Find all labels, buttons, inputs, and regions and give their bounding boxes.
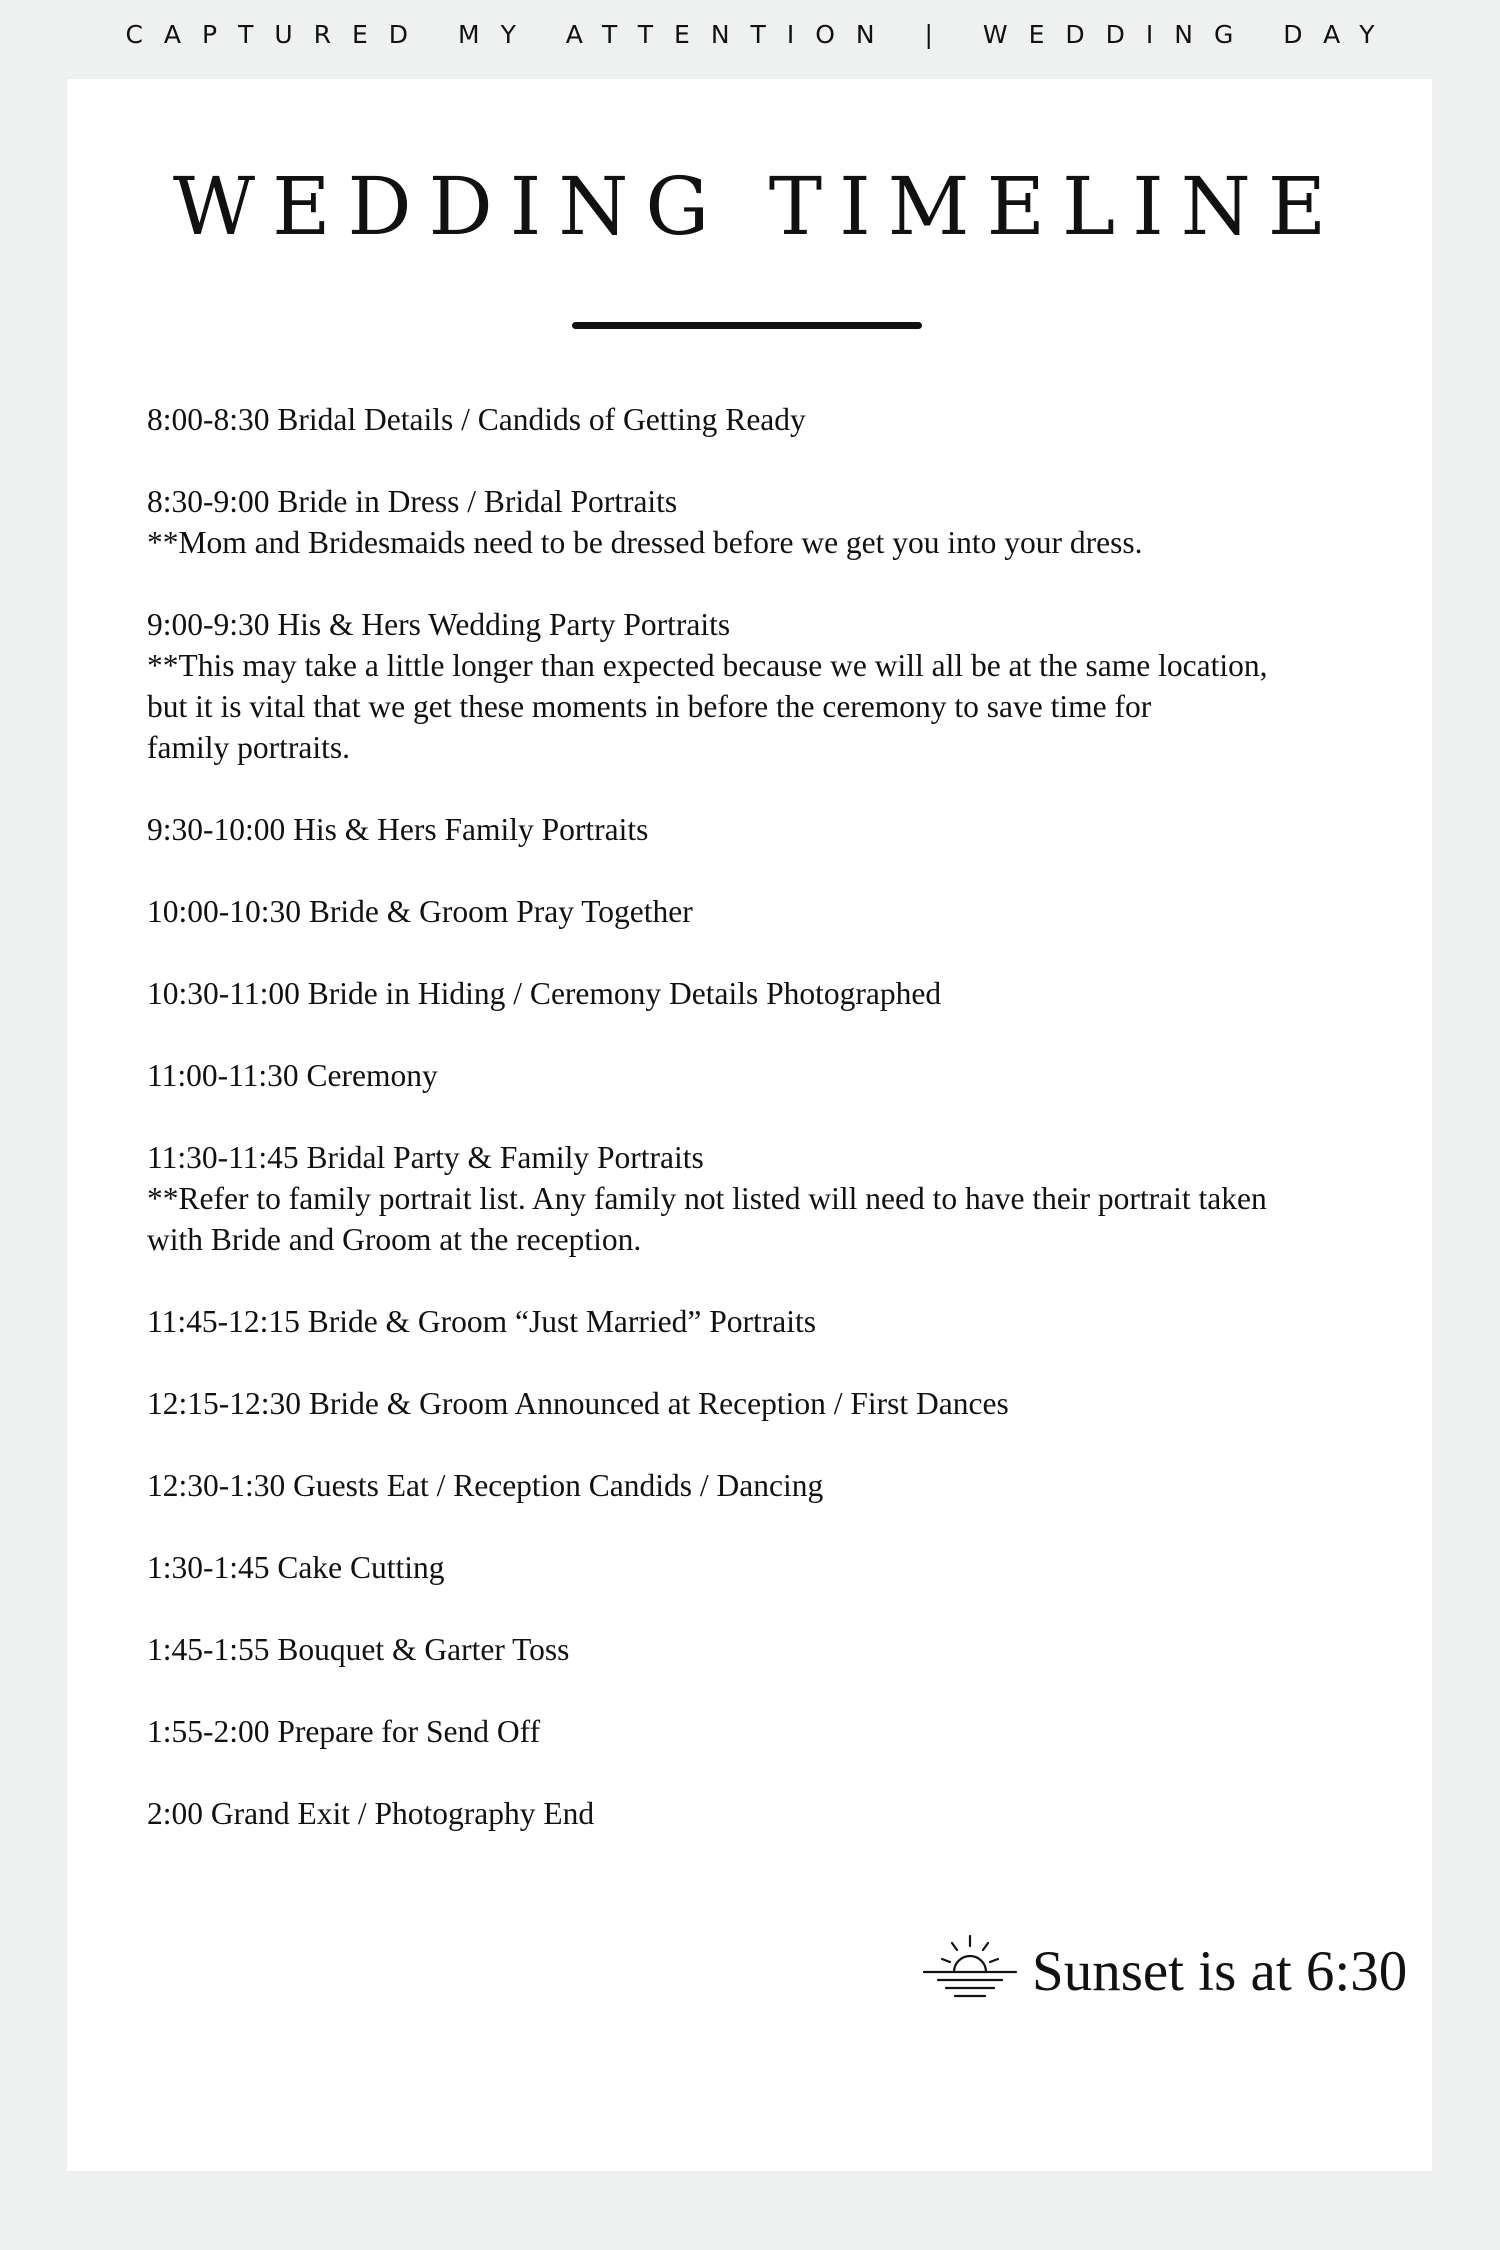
timeline-entry-heading: 9:00-9:30 His & Hers Wedding Party Portraits bbox=[147, 607, 731, 642]
timeline-entry bbox=[147, 891, 1397, 932]
timeline-entry bbox=[147, 1547, 1397, 1588]
timeline-card bbox=[67, 79, 1432, 2171]
timeline-entry bbox=[147, 1793, 1397, 1834]
timeline-entry-heading: 10:30-11:00 Bride in Hiding / Ceremony Details Photographed bbox=[147, 976, 942, 1011]
timeline-entry bbox=[147, 1055, 1397, 1096]
timeline-entry-heading: 1:55-2:00 Prepare for Send Off bbox=[147, 1714, 541, 1749]
timeline-entry-heading: 2:00 Grand Exit / Photography End bbox=[147, 1796, 595, 1831]
timeline-entry bbox=[147, 1465, 1397, 1506]
timeline-entry-heading: 9:30-10:00 His & Hers Family Portraits bbox=[147, 812, 649, 847]
timeline-entry bbox=[147, 973, 1397, 1014]
timeline-entry-heading: 10:00-10:30 Bride & Groom Pray Together bbox=[147, 894, 693, 929]
timeline-entry-heading: 12:30-1:30 Guests Eat / Reception Candids / Dancing bbox=[147, 1468, 824, 1503]
timeline-entry-heading: 11:30-11:45 Bridal Party & Family Portraits bbox=[147, 1140, 704, 1175]
timeline-entry bbox=[147, 1711, 1397, 1752]
title-divider bbox=[572, 322, 922, 329]
timeline-entry-heading: 1:45-1:55 Bouquet & Garter Toss bbox=[147, 1632, 570, 1667]
timeline-entry-heading: 8:30-9:00 Bride in Dress / Bridal Portraits bbox=[147, 484, 678, 519]
timeline-entry-heading: 1:30-1:45 Cake Cutting bbox=[147, 1550, 445, 1585]
timeline-entry bbox=[147, 604, 1397, 768]
timeline-entry bbox=[147, 1137, 1397, 1260]
timeline-entry-note: **This may take a little longer than expected because we will all be at the same location, bbox=[147, 648, 1268, 683]
timeline-entry-note: but it is vital that we get these moments in before the ceremony to save time for bbox=[147, 689, 1152, 724]
timeline-entry bbox=[147, 1629, 1397, 1670]
timeline-entry-heading: 11:00-11:30 Ceremony bbox=[147, 1058, 438, 1093]
timeline-entry bbox=[147, 481, 1397, 563]
sunset-text: Sunset is at 6:30 bbox=[1032, 1939, 1408, 2003]
timeline-entry-note: family portraits. bbox=[147, 730, 350, 765]
timeline-entry-heading: 12:15-12:30 Bride & Groom Announced at Reception / First Dances bbox=[147, 1386, 1009, 1421]
timeline-entry bbox=[147, 1383, 1397, 1424]
timeline-entry-note: **Mom and Bridesmaids need to be dressed before we get you into your dress. bbox=[147, 525, 1143, 560]
timeline-entry bbox=[147, 809, 1397, 850]
timeline-entry-note: with Bride and Groom at the reception. bbox=[147, 1222, 642, 1257]
timeline-entry-note: **Refer to family portrait list. Any family not listed will need to have their portrait taken bbox=[147, 1181, 1267, 1216]
timeline-entry-heading: 11:45-12:15 Bride & Groom “Just Married” Portraits bbox=[147, 1304, 816, 1339]
header-banner: CAPTURED MY ATTENTION | WEDDING DAY bbox=[125, 20, 1396, 49]
sunset-note bbox=[922, 1934, 1407, 2008]
timeline-entry bbox=[147, 399, 1397, 440]
timeline-entry-heading: 8:00-8:30 Bridal Details / Candids of Getting Ready bbox=[147, 402, 806, 437]
timeline-list bbox=[147, 399, 1397, 1875]
page-title: WEDDING TIMELINE bbox=[172, 160, 1344, 253]
timeline-entry bbox=[147, 1301, 1397, 1342]
sunset-icon bbox=[922, 1934, 1018, 2008]
